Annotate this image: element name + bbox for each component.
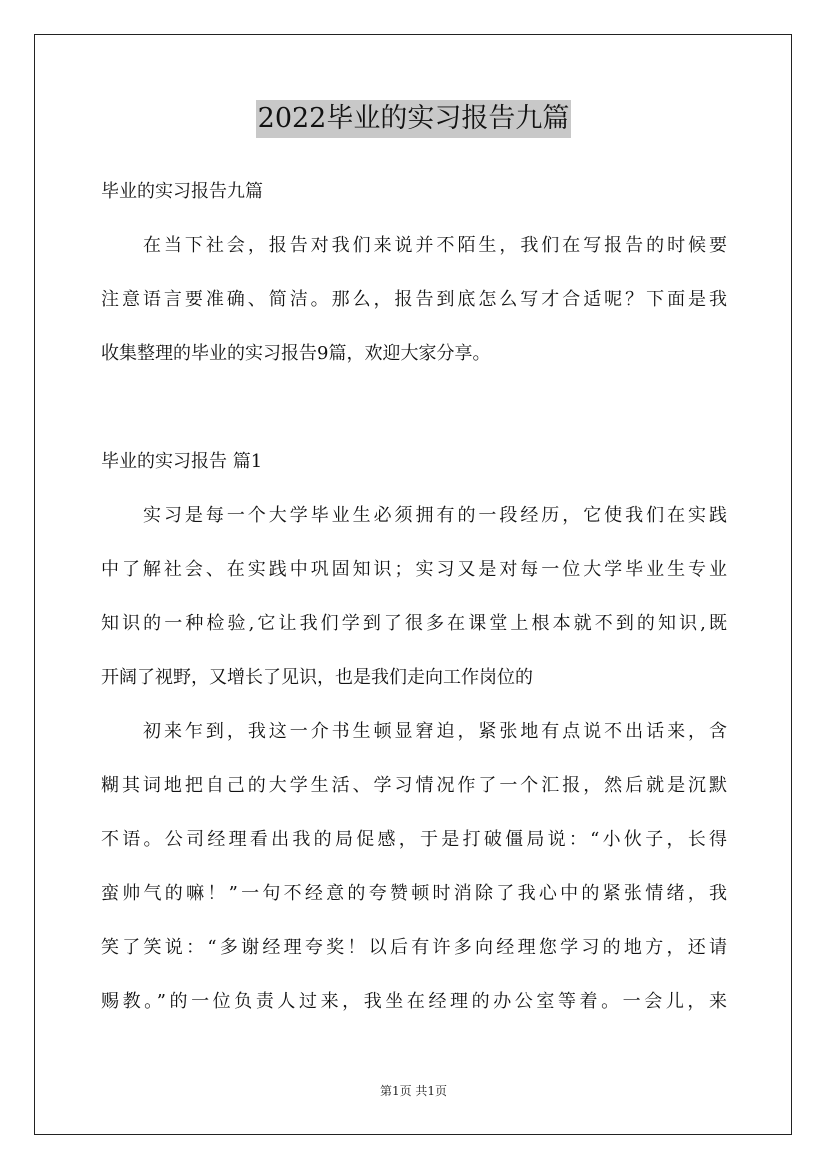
section-heading: 毕业的实习报告 篇1 (101, 451, 263, 472)
subtitle: 毕业的实习报告九篇 (101, 181, 263, 202)
paragraph-line: 初来乍到，我这一介书生顿显窘迫，紧张地有点说不出话来，含 (143, 721, 727, 742)
intro-line: 注意语言要准确、简洁。那么，报告到底怎么写才合适呢？下面是我 (101, 289, 727, 310)
paragraph-line: 不语。公司经理看出我的局促感，于是打破僵局说：“小伙子，长得 (101, 829, 727, 850)
paragraph-line: 糊其词地把自己的大学生活、学习情况作了一个汇报，然后就是沉默 (101, 775, 727, 796)
blank-line (101, 381, 727, 435)
paragraph-line: 知识的一种检验,它让我们学到了很多在课堂上根本就不到的知识,既 (101, 613, 727, 634)
intro-line: 收集整理的毕业的实习报告9篇，欢迎大家分享。 (101, 343, 491, 364)
title-container (0, 100, 827, 138)
document-body (101, 165, 727, 1029)
paragraph-line: 赐教。”的一位负责人过来，我坐在经理的办公室等着。一会儿，来 (101, 991, 727, 1012)
page-footer: 第1页 共1页 (379, 1084, 448, 1098)
paragraph-line: 笑了笑说：“多谢经理夸奖！以后有许多向经理您学习的地方，还请 (101, 937, 727, 958)
paragraph-line: 开阔了视野，又增长了见识，也是我们走向工作岗位的 (101, 667, 533, 688)
paragraph-line: 实习是每一个大学毕业生必须拥有的一段经历，它使我们在实践 (143, 505, 727, 526)
intro-line: 在当下社会，报告对我们来说并不陌生，我们在写报告的时候要 (143, 235, 727, 256)
document-title: 2022毕业的实习报告九篇 (256, 100, 572, 138)
paragraph-line: 蛮帅气的嘛！”一句不经意的夸赞顿时消除了我心中的紧张情绪，我 (101, 883, 727, 904)
paragraph-line: 中了解社会、在实践中巩固知识；实习又是对每一位大学毕业生专业 (101, 559, 727, 580)
